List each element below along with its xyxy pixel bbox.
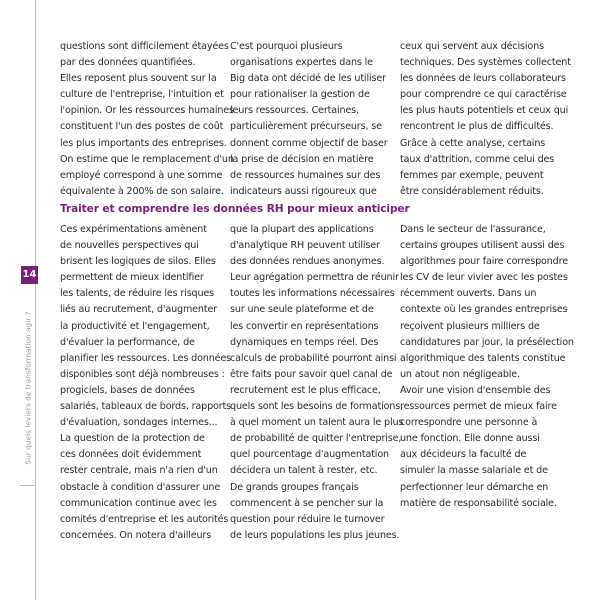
text-line: ces données doit évidemment: [60, 449, 202, 461]
text-line: organisations expertes dans le: [230, 57, 373, 69]
text-line: à quel moment un talent aura le plus: [230, 417, 404, 429]
text-line: être faits pour savoir quel canal de: [230, 368, 393, 380]
text-line: contexte où les grandes entreprises: [400, 304, 568, 316]
text-line: équivalente à 200% de son salaire.: [60, 185, 224, 197]
text-line: d'évaluer la performance, de: [60, 336, 195, 348]
text-line: calculs de probabilité pourront ainsi: [230, 352, 397, 364]
text-line: questions sont difficilement étayées: [60, 41, 229, 52]
text-line: les talents, de réduire les risques: [60, 288, 215, 300]
text-line: matière de responsabilité sociale.: [400, 497, 557, 509]
text-line: culture de l'entreprise, l'intuition et: [60, 89, 224, 101]
text-line: On estime que le remplacement d'un: [60, 153, 234, 165]
text-line: ceux qui servent aux décisions: [400, 41, 544, 52]
text-line: la productivité et l'engagement,: [60, 320, 210, 332]
side-section-label: [20, 290, 36, 486]
page-number: 14: [21, 266, 38, 284]
text-line: concernées. On notera d'ailleurs: [60, 529, 212, 541]
text-line: Elles reposent plus souvent sur la: [60, 73, 217, 85]
text-line: salariés, tableaux de bords, rapports: [60, 401, 232, 413]
text-line: rencontrent le plus de difficultés.: [400, 121, 554, 133]
text-line: comités d'entreprise et les autorités: [60, 513, 229, 525]
top-column-2: [230, 39, 400, 200]
text-line: liés au recrutement, d'augmenter: [60, 304, 217, 316]
text-line: aux décideurs la faculté de: [400, 449, 527, 461]
text-line: candidatures par jour, la présélection: [400, 336, 574, 348]
side-label-text: Sur quels leviers de transformation agir ?: [23, 310, 32, 465]
text-line: obstacle à condition d'assurer une: [60, 481, 221, 493]
text-line: par des données quantifiées.: [60, 57, 196, 69]
text-line: être considérablement réduits.: [400, 185, 544, 197]
text-line: les plus hauts potentiels et ceux qui: [400, 105, 569, 117]
text-line: indicateurs aussi rigoureux que: [230, 185, 377, 197]
text-line: planifier les ressources. Les données: [60, 352, 232, 364]
text-line: pour comprendre ce qui caractérise: [400, 89, 567, 101]
top-column-3: [400, 39, 570, 200]
text-line: Dans le secteur de l'assurance,: [400, 224, 546, 235]
text-line: Leur agrégation permettra de réunir: [230, 272, 399, 284]
text-line: question pour réduire le turnover: [230, 513, 385, 525]
text-line: ressources permet de mieux faire: [400, 401, 557, 413]
text-line: d'évaluation, sondages internes...: [60, 417, 218, 429]
text-line: progiciels, bases de données: [60, 384, 195, 396]
text-line: disponibles sont déjà nombreuses :: [60, 368, 225, 380]
text-line: C'est pourquoi plusieurs: [230, 41, 343, 52]
text-line: que la plupart des applications: [230, 224, 374, 235]
text-line: de leurs populations les plus jeunes.: [230, 529, 400, 541]
text-line: Ces expérimentations amènent: [60, 224, 207, 235]
text-line: quels sont les besoins de formations,: [230, 401, 403, 413]
text-line: techniques. Des systèmes collectent: [400, 57, 571, 69]
text-line: pour rationaliser la gestion de: [230, 89, 370, 101]
text-line: perfectionner leur démarche en: [400, 481, 549, 493]
text-line: des données rendues anonymes.: [230, 256, 385, 268]
text-line: les CV de leur vivier avec les postes: [400, 272, 568, 284]
text-line: quel pourcentage d'augmentation: [230, 449, 389, 461]
text-line: La question de la protection de: [60, 433, 205, 445]
text-line: constituent l'un des postes de coût: [60, 121, 224, 133]
text-line: correspondre une personne à: [400, 417, 538, 429]
bottom-column-3: [400, 222, 574, 512]
text-line: la prise de décision en matière: [230, 153, 374, 165]
text-line: d'analytique RH peuvent utiliser: [230, 240, 380, 252]
text-line: l'opinion. Or les ressources humaines: [60, 105, 234, 117]
text-line: particulièrement précurseurs, se: [230, 121, 382, 133]
text-line: Grâce à cette analyse, certains: [400, 137, 546, 149]
text-line: reçoivent plusieurs milliers de: [400, 320, 540, 332]
text-line: Avoir une vision d'ensemble des: [400, 384, 551, 396]
text-line: une fonction. Elle donne aussi: [400, 433, 540, 445]
text-line: certains groupes utilisent aussi des: [400, 240, 565, 252]
text-line: recrutement est le plus efficace,: [230, 384, 381, 396]
text-line: un atout non négligeable.: [400, 368, 520, 380]
text-line: donnent comme objectif de baser: [230, 137, 388, 149]
text-line: toutes les informations nécessaires: [230, 288, 395, 300]
text-line: employé correspond à une somme: [60, 169, 223, 181]
text-line: les plus importants des entreprises.: [60, 137, 227, 149]
text-line: récemment ouverts. Dans un: [400, 288, 537, 300]
bottom-column-2: [230, 222, 404, 544]
text-line: décidera un talent à rester, etc.: [230, 465, 378, 477]
text-line: communication continue avec les: [60, 497, 217, 509]
text-line: algorithmique des talents constitue: [400, 352, 566, 364]
text-line: leurs ressources. Certaines,: [230, 105, 359, 117]
text-line: dynamiques en temps réel. Des: [230, 336, 379, 348]
text-line: Big data ont décidé de les utiliser: [230, 73, 386, 85]
text-line: de probabilité de quitter l'entreprise,: [230, 433, 402, 445]
text-line: simuler la masse salariale et de: [400, 465, 548, 477]
text-line: rester centrale, mais n'a rien d'un: [60, 465, 218, 477]
text-line: taux d'attrition, comme celui des: [400, 153, 555, 165]
text-line: De grands groupes français: [230, 481, 359, 493]
text-line: de nouvelles perspectives qui: [60, 240, 199, 252]
text-line: les données de leurs collaborateurs: [400, 73, 566, 85]
bottom-column-1: [60, 222, 230, 544]
text-line: algorithmes pour faire correspondre: [400, 256, 568, 268]
section-heading: Traiter et comprendre les données RH pour mieux anticiper: [60, 203, 410, 215]
text-line: brisent les logiques de silos. Elles: [60, 256, 216, 268]
text-line: de ressources humaines sur des: [230, 169, 381, 181]
text-line: commencent à se pencher sur la: [230, 497, 384, 509]
text-line: permettent de mieux identifier: [60, 272, 204, 284]
top-column-1: [60, 39, 234, 200]
text-line: sur une seule plateforme et de: [230, 304, 374, 316]
text-line: femmes par exemple, peuvent: [400, 169, 544, 181]
text-line: les convertir en représentations: [230, 320, 379, 332]
